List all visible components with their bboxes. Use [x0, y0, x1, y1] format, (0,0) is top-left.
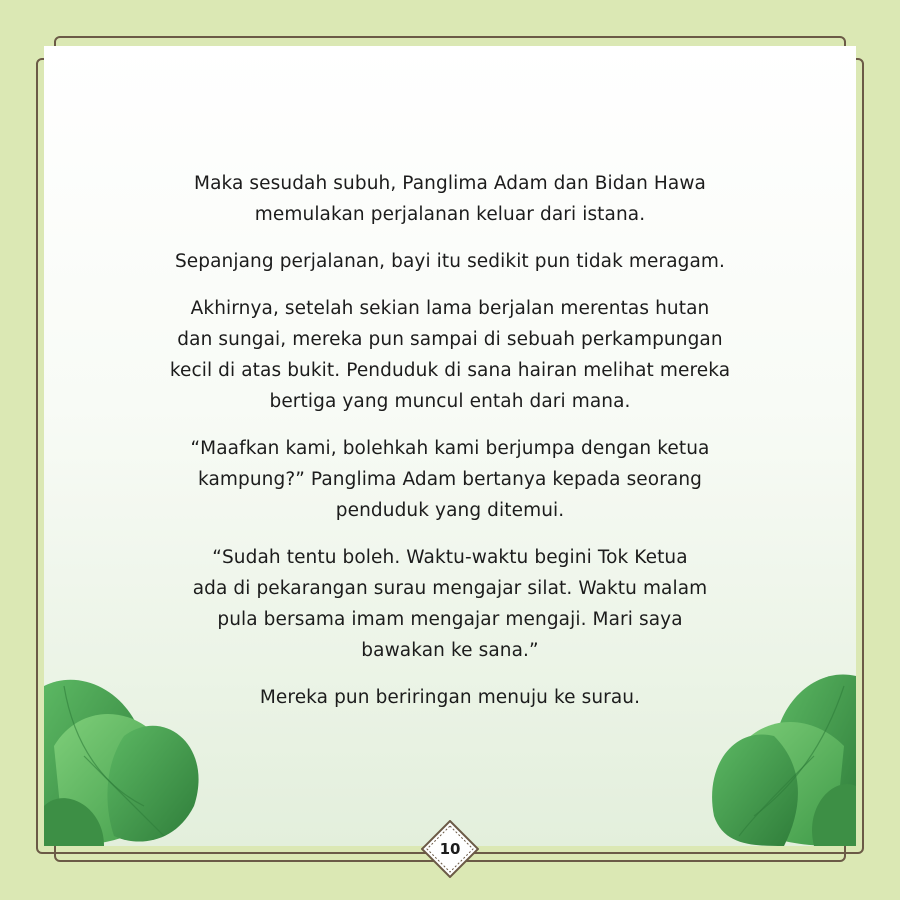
paragraph-3: Akhirnya, setelah sekian lama berjalan merentas hutan dan sungai, mereka pun sampai di sebuah perkampungan kecil di atas bukit. Penduduk di sana hairan melihat mereka bertiga yang muncul entah dari mana. — [169, 298, 731, 412]
paragraph-4: “Maafkan kami, bolehkah kami berjumpa dengan ketua kampung?” Panglima Adam bertanya kepada seorang penduduk yang ditemui. — [190, 438, 710, 521]
paragraph-2: Sepanjang perjalanan, bayi itu sedikit pun tidak meragam. — [174, 251, 726, 272]
paragraph-6: Mereka pun beriringan menuju ke surau. — [259, 687, 641, 708]
page-number-badge — [421, 820, 479, 878]
paragraph-5: “Sudah tentu boleh. Waktu-waktu begini Tok Ketua ada di pekarangan surau mengajar silat. Waktu malam pula bersama imam mengajar mengaji. Mari saya bawakan ke sana.” — [192, 547, 708, 661]
paragraph-1: Maka sesudah subuh, Panglima Adam dan Bidan Hawa memulakan perjalanan keluar dari istana. — [194, 173, 706, 225]
story-text — [134, 168, 766, 729]
page-number: 10 — [439, 840, 461, 858]
page-panel — [44, 46, 856, 846]
